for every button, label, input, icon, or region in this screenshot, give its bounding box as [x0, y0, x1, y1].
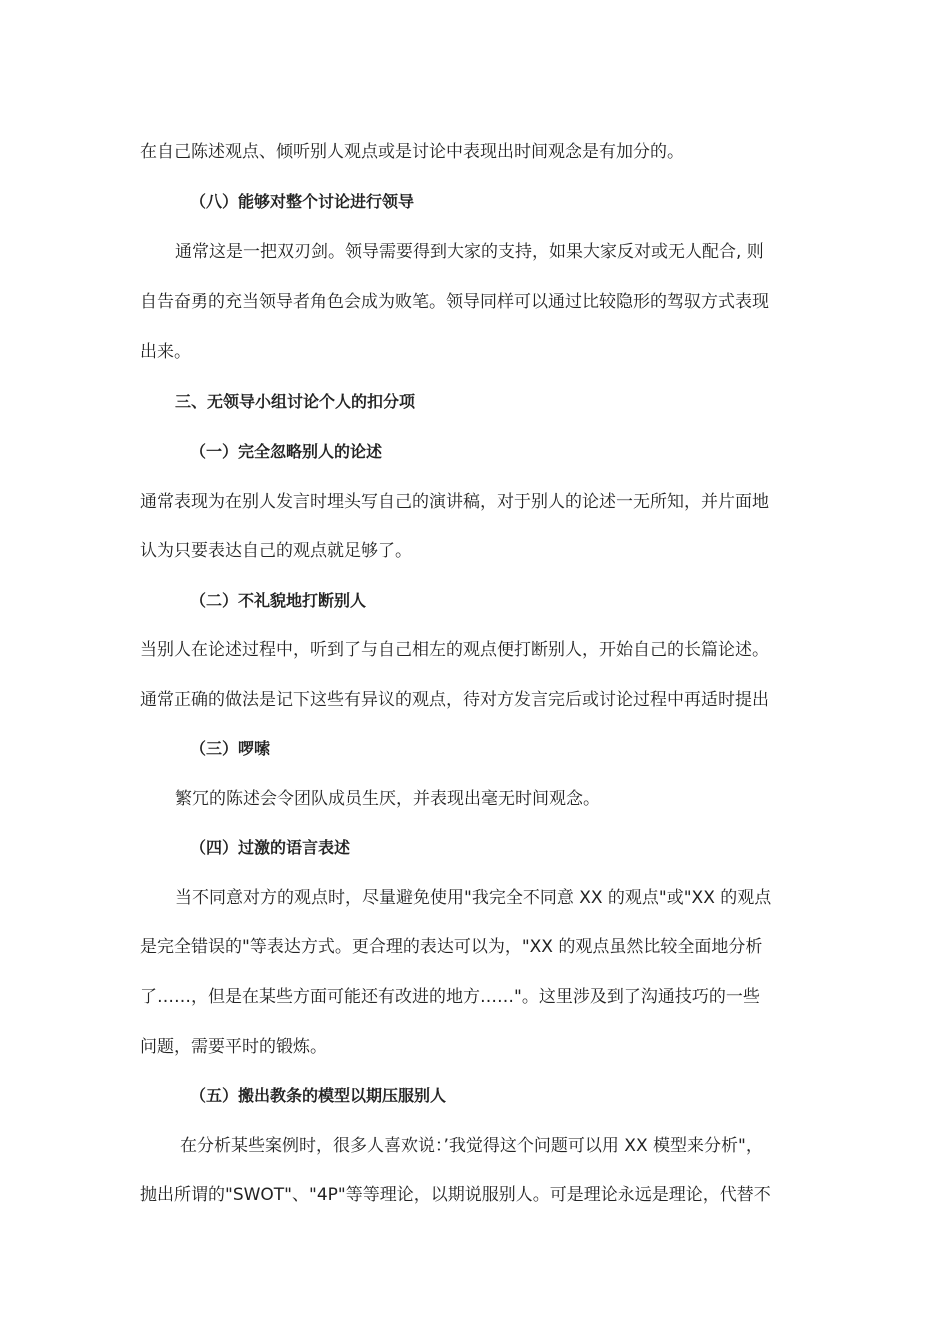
paragraph-line: 问题，需要平时的锻炼。	[140, 1037, 327, 1057]
section-heading: （二）不礼貌地打断别人	[190, 591, 367, 610]
paragraph-line: 抛出所谓的"SWOT"、"4P"等等理论，以期说服别人。可是理论永远是理论，代替不	[140, 1185, 771, 1205]
paragraph-line: 自告奋勇的充当领导者角色会成为败笔。领导同样可以通过比较隐形的驾驭方式表现	[140, 292, 769, 312]
paragraph-line: 在分析某些案例时，很多人喜欢说：’我觉得这个问题可以用 XX 模型来分析"，	[180, 1136, 763, 1156]
section-heading: （四）过激的语言表述	[190, 838, 351, 857]
paragraph-line: 通常正确的做法是记下这些有异议的观点，待对方发言完后或讨论过程中再适时提出	[140, 690, 769, 710]
paragraph-line: 了……，但是在某些方面可能还有改进的地方……"。这里涉及到了沟通技巧的一些	[140, 987, 760, 1007]
section-heading: （三）啰嗦	[190, 739, 271, 758]
paragraph-line: 是完全错误的"等表达方式。更合理的表达可以为，"XX 的观点虽然比较全面地分析	[140, 937, 763, 957]
paragraph-line: 繁冗的陈述会令团队成员生厌，并表现出毫无时间观念。	[175, 789, 600, 809]
paragraph-line: 当别人在论述过程中，听到了与自己相左的观点便打断别人，开始自己的长篇论述。	[140, 640, 769, 660]
paragraph-line: 通常这是一把双刃剑。领导需要得到大家的支持，如果大家反对或无人配合, 则	[175, 242, 764, 262]
section-heading: （一）完全忽略别人的论述	[190, 442, 383, 461]
section-heading: （八）能够对整个讨论进行领导	[190, 192, 415, 211]
paragraph-line: 出来。	[140, 342, 191, 362]
chapter-heading: 三、无领导小组讨论个人的扣分项	[175, 392, 416, 411]
paragraph-line: 通常表现为在别人发言时埋头写自己的演讲稿，对于别人的论述一无所知，并片面地	[140, 492, 769, 512]
paragraph-line: 认为只要表达自己的观点就足够了。	[140, 541, 412, 561]
paragraph-line: 在自己陈述观点、倾听别人观点或是讨论中表现出时间观念是有加分的。	[140, 142, 684, 162]
paragraph-line: 当不同意对方的观点时，尽量避免使用"我完全不同意 XX 的观点"或"XX 的观点	[175, 888, 772, 908]
section-heading: （五）搬出教条的模型以期压服别人	[190, 1086, 447, 1105]
